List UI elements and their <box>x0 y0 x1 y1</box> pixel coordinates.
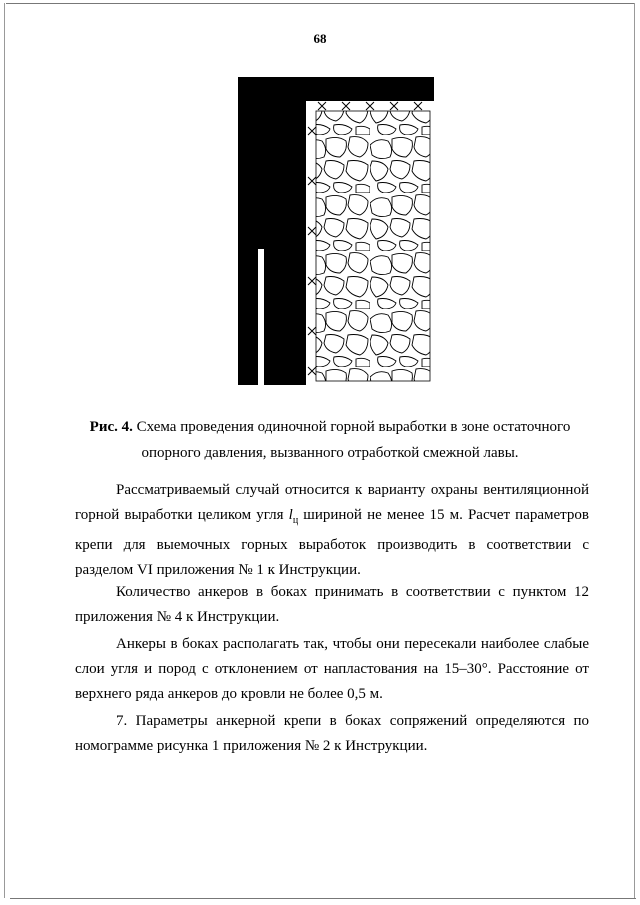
page-border-left <box>4 3 5 898</box>
paragraph-variant-part2: шириной не менее 15 м. Расчет параметров крепи для выемочных горных выработок производить в соответствии с разделом VI приложения № 1 к Инструкции. <box>75 507 589 578</box>
paragraph-anchor-count: Количество анкеров в боках принимать в соответствии с пунктом 12 приложения № 4 к Инструкции. <box>75 584 589 625</box>
paragraph-anchor-parameters: 7. Параметры анкерной крепи в боках сопряжений определяются по номограмме рисунка 1 приложения № 2 к Инструкции. <box>75 713 589 754</box>
page-border-top <box>6 3 634 4</box>
mining-scheme-drawing <box>238 77 434 385</box>
figure-caption-text: Схема проведения одиночной горной выработки в зоне остаточного опорного давления, вызванного отработкой смежной лавы. <box>132 419 571 461</box>
figure-caption <box>88 414 572 466</box>
mining-scheme-figure <box>238 77 434 385</box>
pillar-width-subscript: ц <box>292 515 299 526</box>
paragraph-variant-part1: Рассматриваемый случай относится к варианту охраны вентиляционной горной выработки целиком угля <box>75 482 589 523</box>
paragraph-variant <box>75 478 589 583</box>
figure-caption-label: Рис. 4. <box>89 419 133 435</box>
paragraph-anchor-placement: Анкеры в боках располагать так, чтобы они пересекали наиболее слабые слои угля и пород с отклонением от напластования на 15–30°. Расстояние от верхнего ряда анкеров до кровли не более 0,5 м. <box>75 636 589 702</box>
page-border-right <box>634 3 635 898</box>
page-border-bottom <box>10 898 636 899</box>
pillar-width-symbol: l <box>288 507 293 523</box>
page-number: 68 <box>313 31 327 46</box>
